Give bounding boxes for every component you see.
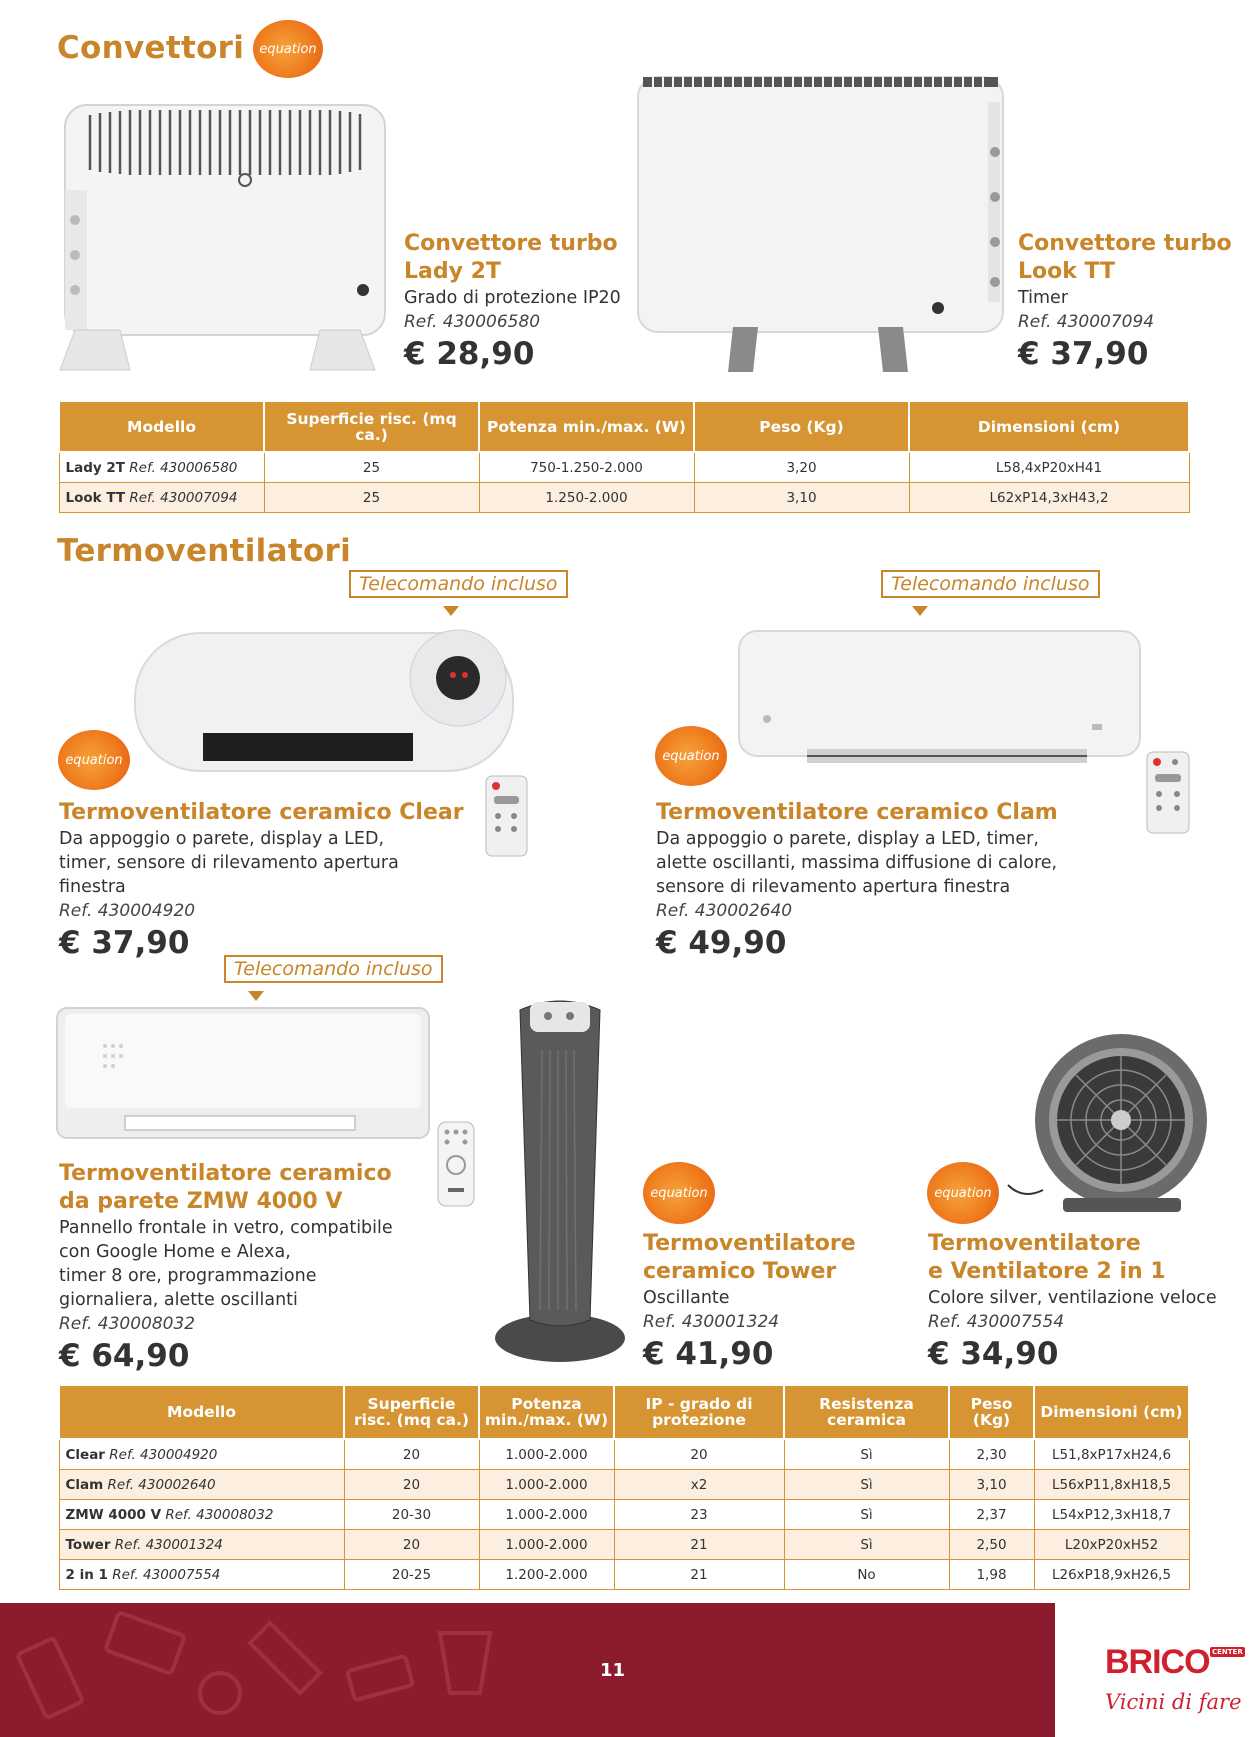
cell-potenza: 1.000-2.000 [479, 1470, 614, 1500]
table-header: Dimensioni (cm) [1034, 1386, 1189, 1439]
cell-peso: 2,37 [949, 1500, 1034, 1530]
product-desc: Grado di protezione IP20 [404, 288, 621, 308]
table-row [59, 1439, 1189, 1470]
model-ref: Ref. 430007554 [112, 1566, 221, 1583]
cell-ip: 20 [614, 1439, 784, 1470]
cell-superficie: 20 [344, 1530, 479, 1560]
model-ref: Ref. 430002640 [107, 1476, 216, 1493]
cell-superficie: 25 [264, 452, 479, 483]
product-ref: Ref. 430001324 [643, 1312, 780, 1332]
table-row [59, 1560, 1189, 1590]
equation-logo: equation [643, 1162, 715, 1224]
product-title-line2: Look TT [1018, 259, 1116, 284]
model-name: Lady 2T [65, 459, 125, 476]
product-price: € 41,90 [643, 1336, 774, 1372]
cell-resistenza: No [784, 1560, 949, 1590]
table-header: Dimensioni (cm) [909, 402, 1189, 452]
cell-resistenza: Sì [784, 1439, 949, 1470]
product-ref: Ref. 430002640 [656, 901, 793, 921]
cell-potenza: 750-1.250-2.000 [479, 452, 694, 483]
table-row [59, 483, 1189, 513]
product-price: € 28,90 [404, 336, 535, 372]
heater-clam-image [737, 629, 1142, 777]
product-desc-line: Pannello frontale in vetro, compatibile [59, 1218, 393, 1238]
cell-dimensioni: L26xP18,9xH26,5 [1034, 1560, 1189, 1590]
cell-dimensioni: L58,4xP20xH41 [909, 452, 1189, 483]
convettori-spec-table [58, 402, 1190, 513]
remote-included-tag: Telecomando incluso [224, 955, 443, 983]
product-desc: Timer [1018, 288, 1069, 308]
table-row [59, 1530, 1189, 1560]
table-row [59, 1470, 1189, 1500]
product-2in1 [928, 1230, 1248, 1374]
table-header: Potenza min./max. (W) [479, 402, 694, 452]
heater-tower-image [490, 990, 630, 1370]
cell-peso: 3,10 [694, 483, 909, 513]
termoventilatori-spec-table [58, 1386, 1190, 1590]
cell-peso: 2,30 [949, 1439, 1034, 1470]
product-desc-line: finestra [59, 877, 126, 897]
product-price: € 64,90 [59, 1338, 190, 1374]
cell-ip: x2 [614, 1470, 784, 1500]
product-title-line2: Lady 2T [404, 259, 501, 284]
table-header: Resistenza ceramica [784, 1386, 949, 1439]
equation-logo: equation [655, 726, 727, 786]
model-name: Look TT [65, 489, 126, 506]
cell-resistenza: Sì [784, 1500, 949, 1530]
product-title: Convettore turbo [404, 231, 618, 256]
product-ref: Ref. 430006580 [404, 312, 541, 332]
brand-name: BRICO [1105, 1643, 1210, 1681]
tag-arrow [248, 991, 264, 1001]
heater-zmw-4000v-image [55, 1006, 431, 1144]
cell-potenza: 1.000-2.000 [479, 1530, 614, 1560]
table-header: Modello [59, 402, 264, 452]
cell-dimensioni: L54xP12,3xH18,7 [1034, 1500, 1189, 1530]
tag-arrow [912, 606, 928, 616]
product-lady-2t [404, 230, 634, 374]
cell-dimensioni: L62xP14,3xH43,2 [909, 483, 1189, 513]
product-desc-line: con Google Home e Alexa, [59, 1242, 291, 1262]
table-row [59, 1500, 1189, 1530]
cell-ip: 21 [614, 1560, 784, 1590]
cell-peso: 2,50 [949, 1530, 1034, 1560]
table-row [59, 452, 1189, 483]
equation-logo: equation [253, 20, 323, 78]
product-title-line2: ceramico Tower [643, 1259, 837, 1284]
remote-included-tag: Telecomando incluso [881, 570, 1100, 598]
product-title: Termoventilatore ceramico Clam [656, 800, 1058, 825]
product-title: Termoventilatore [928, 1231, 1141, 1256]
model-name: Clam [65, 1476, 104, 1493]
cell-dimensioni: L56xP11,8xH18,5 [1034, 1470, 1189, 1500]
product-desc-line: Oscillante [643, 1288, 730, 1308]
product-price: € 37,90 [1018, 336, 1149, 372]
cell-superficie: 20 [344, 1470, 479, 1500]
product-desc-line: timer, sensore di rilevamento apertura [59, 853, 399, 873]
product-tower [643, 1230, 903, 1374]
product-title-line2: da parete ZMW 4000 V [59, 1189, 343, 1214]
product-title: Termoventilatore ceramico [59, 1161, 392, 1186]
cell-resistenza: Sì [784, 1530, 949, 1560]
product-price: € 37,90 [59, 925, 190, 961]
convector-look-tt-image [633, 72, 1008, 377]
brand-block [1060, 1603, 1250, 1737]
product-desc-line: sensore di rilevamento apertura finestra [656, 877, 1011, 897]
product-ref: Ref. 430007094 [1018, 312, 1155, 332]
cell-potenza: 1.000-2.000 [479, 1439, 614, 1470]
product-look-tt [1018, 230, 1250, 374]
brand-slogan: Vicini di fare [1105, 1690, 1242, 1714]
equation-logo: equation [58, 730, 130, 790]
cell-ip: 23 [614, 1500, 784, 1530]
cell-superficie: 20-30 [344, 1500, 479, 1530]
cell-potenza: 1.200-2.000 [479, 1560, 614, 1590]
product-title: Convettore turbo [1018, 231, 1232, 256]
remote-included-tag: Telecomando incluso [349, 570, 568, 598]
footer-bar [0, 1603, 1055, 1737]
product-desc-line: giornaliera, alette oscillanti [59, 1290, 298, 1310]
product-desc-line: Da appoggio o parete, display a LED, timer, [656, 829, 1039, 849]
product-desc-line: Colore silver, ventilazione veloce [928, 1288, 1217, 1308]
product-title-line2: e Ventilatore 2 in 1 [928, 1259, 1166, 1284]
tools-pattern-icon [0, 1603, 520, 1737]
model-name: 2 in 1 [65, 1566, 108, 1583]
table-header: Peso (Kg) [694, 402, 909, 452]
cell-ip: 21 [614, 1530, 784, 1560]
cell-potenza: 1.250-2.000 [479, 483, 694, 513]
product-zmw-4000v [59, 1160, 479, 1376]
model-ref: Ref. 430008032 [165, 1506, 274, 1523]
product-ref: Ref. 430007554 [928, 1312, 1065, 1332]
cell-superficie: 20 [344, 1439, 479, 1470]
section-title-convettori: Convettori [57, 30, 245, 66]
tag-arrow [443, 606, 459, 616]
product-clam [656, 799, 1136, 963]
cell-superficie: 20-25 [344, 1560, 479, 1590]
cell-dimensioni: L20xP20xH52 [1034, 1530, 1189, 1560]
model-ref: Ref. 430001324 [114, 1536, 223, 1553]
brand-logo [1105, 1643, 1245, 1683]
table-header: IP - grado di protezione [614, 1386, 784, 1439]
product-ref: Ref. 430008032 [59, 1314, 196, 1334]
convector-lady-2t-image [55, 80, 395, 380]
table-header: Potenza min./max. (W) [479, 1386, 614, 1439]
product-desc-line: Da appoggio o parete, display a LED, [59, 829, 385, 849]
model-name: ZMW 4000 V [65, 1506, 162, 1523]
model-ref: Ref. 430004920 [109, 1446, 218, 1463]
table-header: Modello [59, 1386, 344, 1439]
product-price: € 34,90 [928, 1336, 1059, 1372]
section-title-termoventilatori: Termoventilatori [57, 533, 352, 569]
model-name: Clear [65, 1446, 105, 1463]
cell-peso: 3,10 [949, 1470, 1034, 1500]
cell-resistenza: Sì [784, 1470, 949, 1500]
cell-potenza: 1.000-2.000 [479, 1500, 614, 1530]
model-ref: Ref. 430006580 [129, 459, 238, 476]
table-header: Superficie risc. (mq ca.) [264, 402, 479, 452]
cell-superficie: 25 [264, 483, 479, 513]
remote-control-image [1145, 750, 1191, 835]
product-clear [59, 799, 539, 963]
cell-peso: 3,20 [694, 452, 909, 483]
product-desc-line: alette oscillanti, massima diffusione di calore, [656, 853, 1058, 873]
table-header: Peso (Kg) [949, 1386, 1034, 1439]
product-title: Termoventilatore [643, 1231, 856, 1256]
cell-dimensioni: L51,8xP17xH24,6 [1034, 1439, 1189, 1470]
brand-badge: CENTER [1212, 1648, 1243, 1656]
model-ref: Ref. 430007094 [129, 489, 238, 506]
page-number: 11 [600, 1660, 626, 1681]
model-name: Tower [65, 1536, 111, 1553]
cell-peso: 1,98 [949, 1560, 1034, 1590]
product-title: Termoventilatore ceramico Clear [59, 800, 464, 825]
heater-fan-2in1-image [1003, 1030, 1213, 1218]
product-price: € 49,90 [656, 925, 787, 961]
table-header: Superficie risc. (mq ca.) [344, 1386, 479, 1439]
heater-clear-image [133, 623, 518, 783]
equation-logo: equation [927, 1162, 999, 1224]
product-ref: Ref. 430004920 [59, 901, 196, 921]
product-desc-line: timer 8 ore, programmazione [59, 1266, 317, 1286]
